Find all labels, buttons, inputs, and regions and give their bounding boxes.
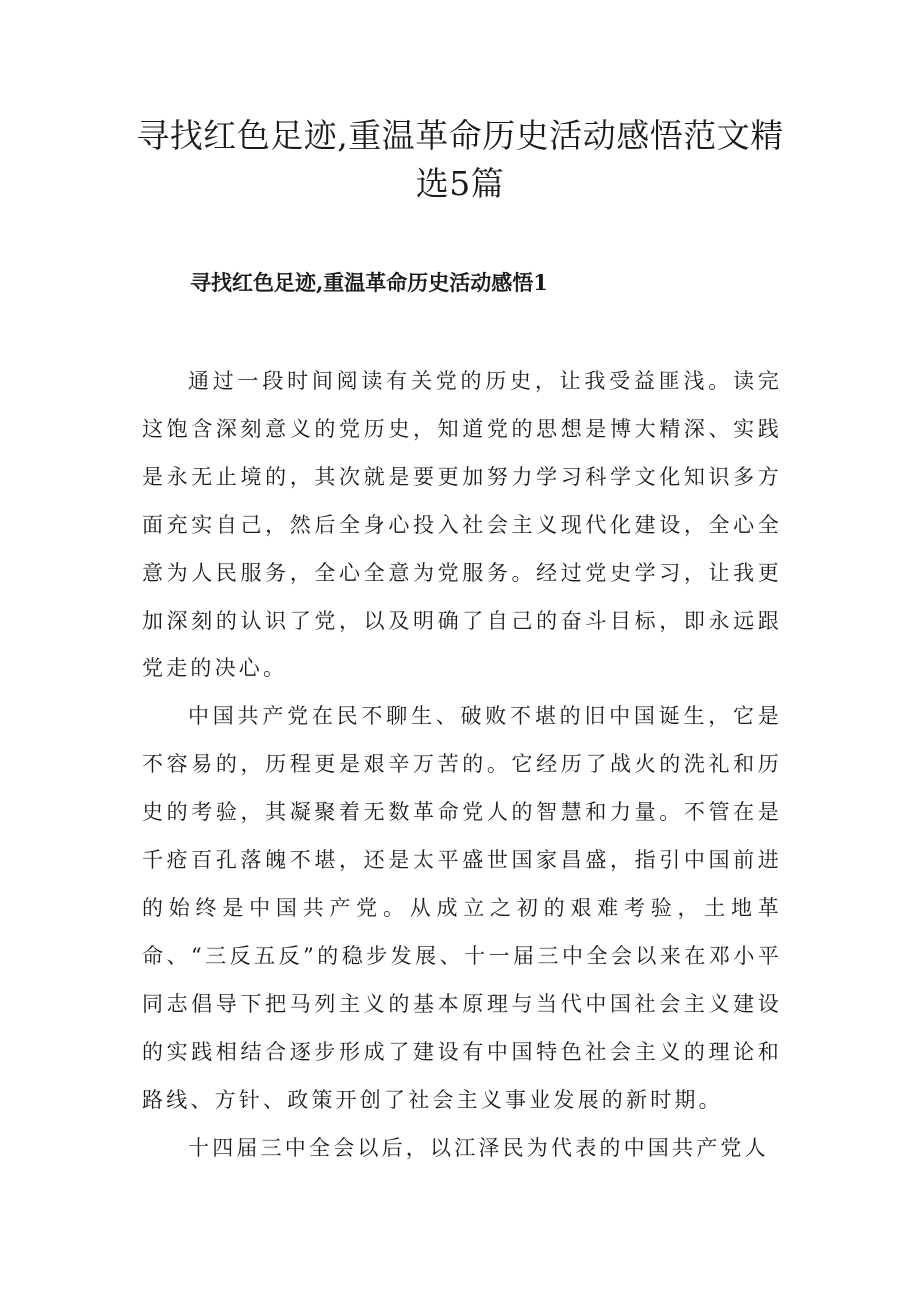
- paragraph-2: 中国共产党在民不聊生、破败不堪的旧中国诞生，它是不容易的，历程更是艰辛万苦的。它经历了战火的洗礼和历史的考验，其凝聚着无数革命党人的智慧和力量。不管在是千疮百孔落魄不堪，还是太平盛世国家昌盛，指引中国前进的始终是中国共产党。从成立之初的艰难考验，土地革命、“三反五反”的稳步发展、十一届三中全会以来在邓小平同志倡导下把马列主义的基本原理与当代中国社会主义建设的实践相结合逐步形成了建设有中国特色社会主义的理论和路线、方针、政策开创了社会主义事业发展的新时期。: [142, 704, 782, 1112]
- paragraph-3: 十四届三中全会以后，以江泽民为代表的中国共产党人: [188, 1135, 769, 1160]
- document-body: [142, 358, 782, 1172]
- section-heading: 寻找红色足迹,重温革命历史活动感悟1: [190, 270, 548, 295]
- paragraph-1: 通过一段时间阅读有关党的历史，让我受益匪浅。读完这饱含深刻意义的党历史，知道党的思想是博大精深、实践是永无止境的，其次就是要更加努力学习科学文化知识多方面充实自己，然后全身心投入社会主义现代化建设，全心全意为人民服务，全心全意为党服务。经过党史学习，让我更加深刻的认识了党，以及明确了自己的奋斗目标，即永远跟党走的决心。: [142, 369, 782, 681]
- document-title: 寻找红色足迹,重温革命历史活动感悟范文精选5篇: [136, 116, 784, 203]
